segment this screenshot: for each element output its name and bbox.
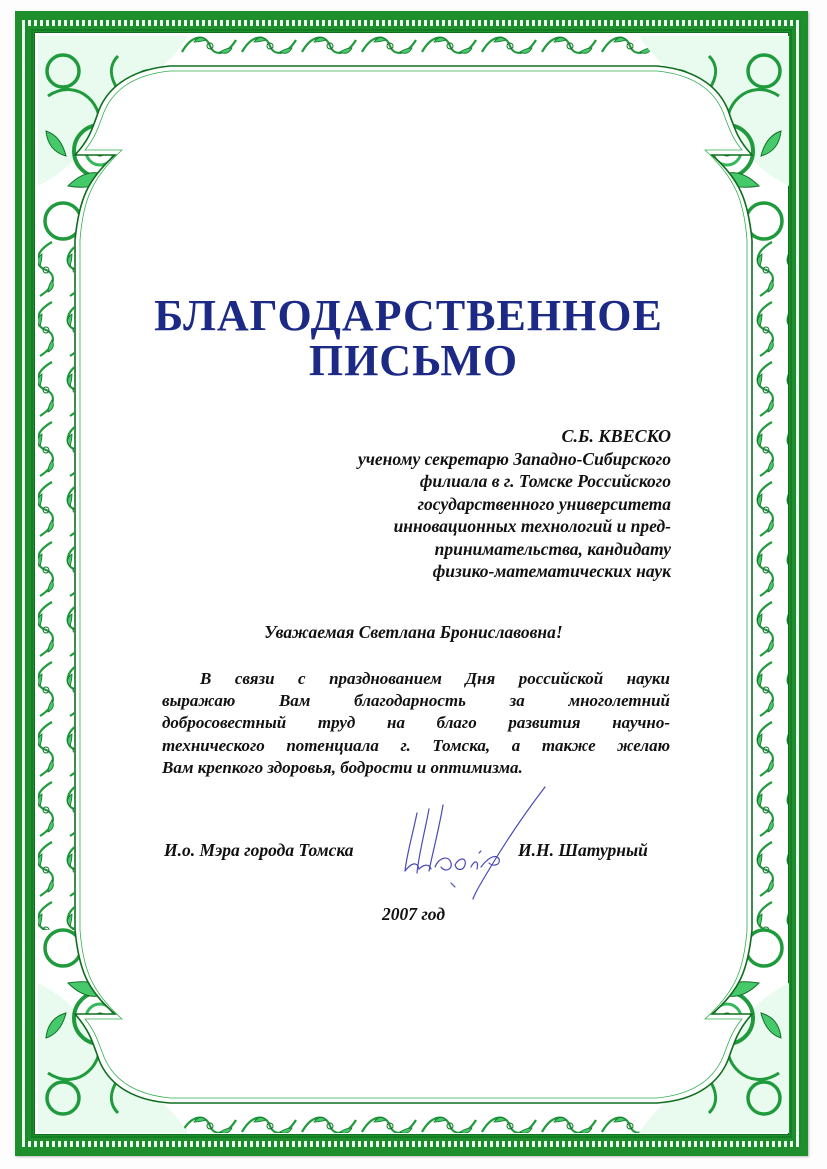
title-line-2: ПИСЬМО: [308, 336, 519, 385]
addressee-line: инновационных технологий и пред-: [393, 516, 671, 536]
addressee-line: ученому секретарю Западно-Сибирского: [357, 448, 671, 469]
year: 2007 год: [381, 904, 446, 924]
body-line: добросовестный труд на благо развития научно-: [162, 713, 670, 733]
title-line-1: БЛАГОДАРСТВЕННОЕ: [154, 291, 663, 340]
body-line: Вам крепкого здоровья, бодрости и оптимизма.: [162, 757, 523, 777]
body-line: технического потенциала г. Томска, а также желаю: [162, 735, 670, 755]
salutation: Уважаемая Светлана Брониславовна!: [264, 622, 563, 642]
letter-body: [162, 668, 670, 779]
body-line: выражаю Вам благодарность за многолетний: [162, 691, 670, 711]
addressee-name: С.Б. КВЕСКО: [561, 426, 671, 446]
addressee-block: [251, 425, 671, 583]
signer-position: И.о. Мэра города Томска: [164, 840, 354, 860]
addressee-line: принимательства, кандидату: [434, 538, 671, 559]
addressee-line: государственного университета: [417, 493, 671, 514]
signer-name: И.Н. Шатурный: [518, 840, 648, 860]
body-line: В связи с празднованием Дня российской науки: [200, 669, 670, 688]
addressee-line: физико-математических наук: [432, 561, 671, 581]
addressee-line: филиала в г. Томске Российского: [419, 471, 671, 491]
